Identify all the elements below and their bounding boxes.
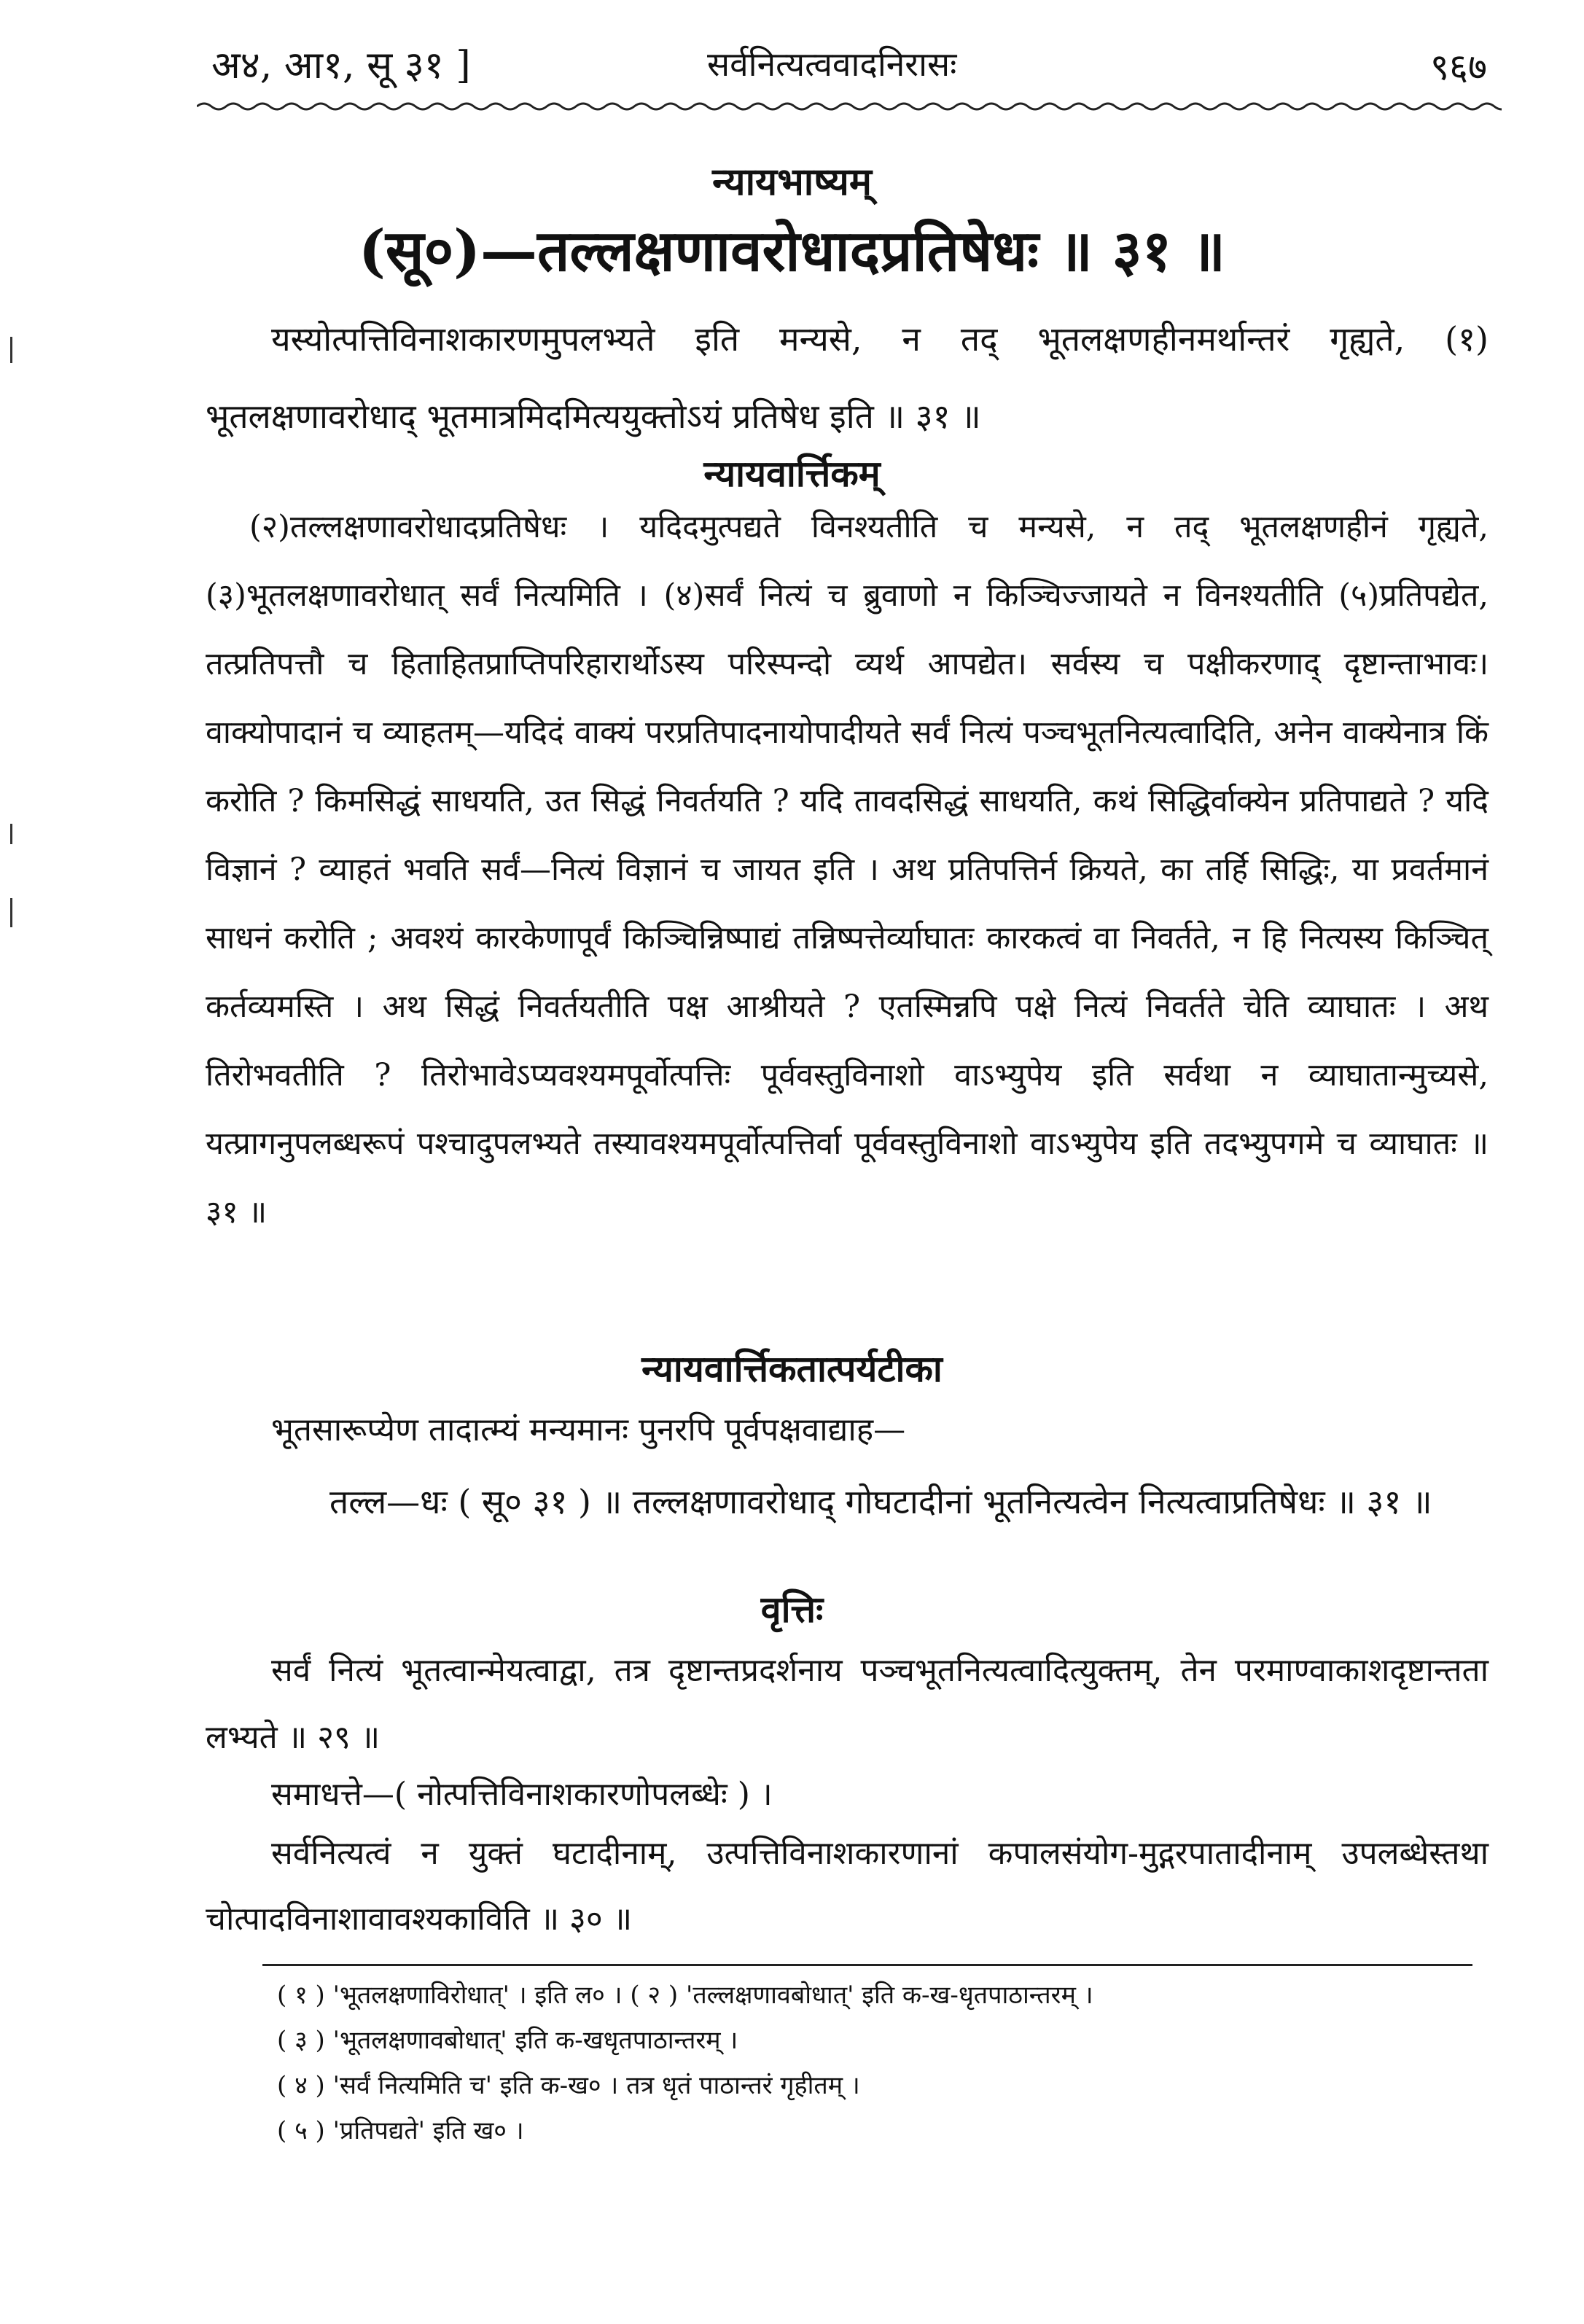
tika-intro-line: भूतसारूप्येण तादात्म्यं मन्यमानः पुनरपि पूर्वपक्षवाद्याह— <box>271 1411 906 1448</box>
scan-margin-mark <box>10 337 12 363</box>
page-number: ९६७ <box>1430 46 1487 88</box>
vritti-paragraph-3: सर्वनित्यत्वं न युक्तं घटादीनाम्, उत्पत्तिविनाशकारणानां कपालसंयोग-मुद्गरपातादीनाम् उपलब्धेस्तथा चोत्पादविनाशावावश्यकाविति ॥ ३० ॥ <box>206 1835 1489 1938</box>
bhashya-paragraph: यस्योत्पत्तिविनाशकारणमुपलभ्यते इति मन्यसे, न तद् भूतलक्षणहीनमर्थान्तरं गृह्यते, (१) भूतलक्षणावरोधाद् भूतमात्रमिदमित्ययुक्तोऽयं प्रतिषेध इति ॥ ३१ ॥ <box>206 319 1489 436</box>
vritti-paragraph-2: समाधत्ते—( नोत्पत्तिविनाशकारणोपलब्धेः ) । <box>271 1776 773 1813</box>
sutra-line: (सू०)—तल्लक्षणावरोधादप्रतिषेधः ॥ ३१ ॥ <box>358 218 1226 284</box>
chapter-reference: अ४, आ१, सू ३१ ] <box>211 44 471 87</box>
vritti-paragraph-1: सर्वं नित्यं भूतत्वान्मेयत्वाद्वा, तत्र दृष्टान्तप्रदर्शनाय पञ्चभूतनित्यत्वादित्युक्तम्, तेन परमाण्वाकाशदृष्टान्तता लभ्यते ॥ २९ ॥ <box>206 1652 1489 1756</box>
heading-vrittih: वृत्तिः <box>760 1588 824 1631</box>
footnote-1-2: ( १ ) 'भूतलक्षणाविरोधात्' । इति ल० । ( २ ) 'तल्लक्षणावबोधात्' इति क-ख-धृतपाठान्तरम् । <box>277 1981 1093 2010</box>
scan-margin-mark <box>10 898 12 927</box>
footnote-5: ( ५ ) 'प्रतिपद्यते' इति ख० । <box>277 2116 524 2145</box>
footnote-rule <box>262 1964 1472 1966</box>
running-title: सर्वनित्यत्ववादनिरासः <box>707 44 957 84</box>
heading-nyaya-bhashyam: न्यायभाष्यम् <box>712 160 872 204</box>
tika-paragraph: तल्ल—धः ( सू० ३१ ) ॥ तल्लक्षणावरोधाद् गोघटादीनां भूतनित्यत्वेन नित्यत्वाप्रतिषेधः ॥ ३१ ॥ <box>329 1482 1432 1521</box>
scan-margin-mark <box>10 824 12 844</box>
header-wavy-rule <box>197 98 1502 115</box>
footnote-4: ( ४ ) 'सर्वं नित्यमिति च' इति क-ख० । तत्र धृतं पाठान्तरं गृहीतम् । <box>277 2071 860 2100</box>
heading-nyaya-varttikam: न्यायवार्त्तिकम् <box>703 452 881 495</box>
running-header <box>197 31 1502 111</box>
heading-tatparya-tika: न्यायवार्त्तिकतात्पर्यटीका <box>641 1347 943 1390</box>
varttika-paragraph: (२)तल्लक्षणावरोधादप्रतिषेधः । यदिदमुत्पद्यते विनश्यतीति च मन्यसे, न तद् भूतलक्षणहीनं गृह्यते, (३)भूतलक्षणावरोधात् सर्वं नित्यमिति । (४)सर्वं नित्यं च ब्रुवाणो न किञ्चिज्जायते न विनश्यतीति (५)प्रतिपद्येत, तत्प्रतिपत्तौ च हिताहितप्राप्तिपरिहारार्थोऽस्य परिस्पन्दो व्यर्थ आपद्येत। सर्वस्य च पक्षीकरणाद् दृष्टान्ताभावः। वाक्योपादानं च व्याहतम्—यदिदं वाक्यं परप्रतिपादनायोपादीयते सर्वं नित्यं पञ्चभूतनित्यत्वादिति, अनेन वाक्येनात्र किं करोति ? किमसिद्धं साधयति, उत सिद्धं निवर्तयति ? यदि तावदसिद्धं साधयति, कथं सिद्धिर्वाक्येन प्रतिपाद्यते ? यदि विज्ञानं ? व्याहतं भवति सर्वं—नित्यं विज्ञानं च जायत इति । अथ प्रतिपत्तिर्न क्रियते, का तर्हि सिद्धिः, या प्रवर्तमानं साधनं करोति ; अवश्यं कारकेणापूर्वं किञ्चिन्निष्पाद्यं तन्निष्पत्तेर्व्याघातः कारकत्वं वा निवर्तते, न हि नित्यस्य किञ्चित् कर्तव्यमस्ति । अथ सिद्धं निवर्तयतीति पक्ष आश्रीयते ? एतस्मिन्नपि पक्षे नित्यं निवर्तते चेति व्याघातः । अथ तिरोभवतीति ? तिरोभावेऽप्यवश्यमपूर्वोत्पत्तिः पूर्ववस्तुविनाशो वाऽभ्युपेय इति सर्वथा न व्याघातान्मुच्यसे, यत्प्रागनुपलब्धरूपं पश्चादुपलभ्यते तस्यावश्यमपूर्वोत्पत्तिर्वा पूर्ववस्तुविनाशो वाऽभ्युपेय इति तदभ्युपगमे च व्याघातः ॥ ३१ ॥ <box>206 509 1489 1231</box>
footnote-3: ( ३ ) 'भूतलक्षणावबोधात्' इति क-खधृतपाठान्तरम् । <box>277 2026 738 2055</box>
